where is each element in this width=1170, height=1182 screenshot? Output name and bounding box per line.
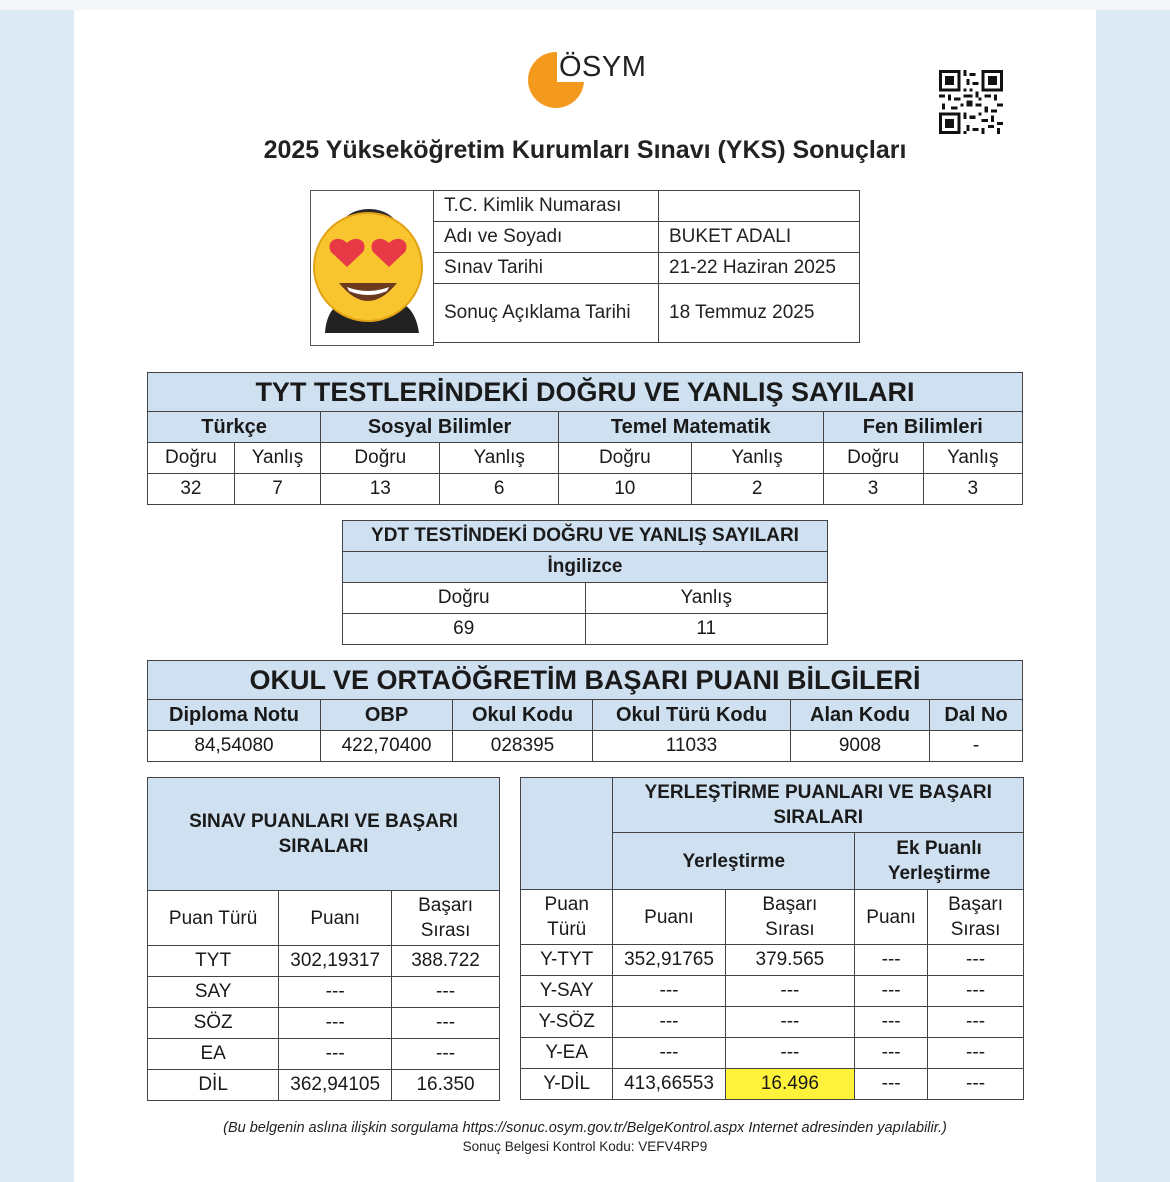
school-code-header: Okul Kodu — [453, 700, 593, 731]
id-number-value — [659, 191, 860, 222]
subject-matematik: Temel Matematik — [558, 412, 823, 443]
table-row — [148, 1039, 500, 1070]
ydt-table — [342, 520, 828, 645]
placement-scores-table — [520, 777, 1024, 1100]
control-code: Sonuç Belgesi Kontrol Kodu: VEFV4RP9 — [462, 1139, 708, 1154]
table-row — [521, 1038, 1024, 1069]
identity-row — [434, 284, 860, 343]
score-value: 413,66553 — [613, 1069, 725, 1100]
identity-row — [434, 222, 860, 253]
ek-rank-value: --- — [928, 1038, 1024, 1069]
score-value: --- — [279, 1039, 392, 1070]
ek-score-value: --- — [855, 1069, 928, 1100]
score-type: Y-TYT — [521, 945, 613, 976]
ydt-subject: İngilizce — [343, 552, 828, 583]
score-value: 362,94105 — [279, 1070, 392, 1101]
ydt-title: YDT TESTİNDEKİ DOĞRU VE YANLIŞ SAYILARI — [343, 521, 828, 552]
exam-scores-table — [147, 777, 500, 1101]
rank-value: 16.350 — [392, 1070, 500, 1101]
name-value: BUKET ADALI — [659, 222, 860, 253]
identity-row — [434, 191, 860, 222]
placement-group: Yerleştirme — [613, 833, 855, 890]
wrong-label: Yanlış — [691, 443, 823, 474]
result-date-value: 18 Temmuz 2025 — [659, 284, 860, 343]
matematik-correct: 10 — [558, 474, 691, 505]
school-type-header: Okul Türü Kodu — [593, 700, 791, 731]
ydt-wrong-value: 11 — [585, 614, 828, 645]
score-value: 302,19317 — [279, 946, 392, 977]
extra-placement-group: Ek Puanlı Yerleştirme — [855, 833, 1024, 890]
turkce-wrong: 7 — [234, 474, 320, 505]
identity-row — [434, 253, 860, 284]
branch-no-header: Dal No — [930, 700, 1023, 731]
rank-value: 388.722 — [392, 946, 500, 977]
score-value: --- — [613, 1007, 725, 1038]
col-score: Puanı — [613, 890, 725, 945]
matematik-wrong: 2 — [691, 474, 823, 505]
ydt-wrong-label: Yanlış — [585, 583, 828, 614]
rank-value: --- — [725, 1038, 855, 1069]
wrong-label: Yanlış — [440, 443, 559, 474]
verification-note: (Bu belgenin aslına ilişkin sorgulama https://sonuc.osym.gov.tr/BelgeKontrol.aspx Internet adresinden yapılabilir.) — [223, 1120, 947, 1136]
rank-value: --- — [392, 977, 500, 1008]
ek-rank-value: --- — [928, 945, 1024, 976]
table-row — [521, 1007, 1024, 1038]
score-type: Y-SÖZ — [521, 1007, 613, 1038]
tyt-table — [147, 372, 1023, 505]
subject-sosyal: Sosyal Bilimler — [321, 412, 559, 443]
table-row — [521, 1069, 1024, 1100]
score-value: --- — [279, 977, 392, 1008]
table-row — [148, 1008, 500, 1039]
name-label: Adı ve Soyadı — [434, 222, 659, 253]
highlighted-rank-value: 16.496 — [725, 1069, 855, 1100]
ek-score-value: --- — [855, 1038, 928, 1069]
ek-score-value: --- — [855, 1007, 928, 1038]
school-code-value: 028395 — [453, 731, 593, 762]
table-row — [148, 977, 500, 1008]
score-type: DİL — [148, 1070, 279, 1101]
rank-value: 379.565 — [725, 945, 855, 976]
score-type: TYT — [148, 946, 279, 977]
wrong-label: Yanlış — [923, 443, 1022, 474]
tyt-title: TYT TESTLERİNDEKİ DOĞRU VE YANLIŞ SAYILARI — [148, 373, 1023, 412]
ek-score-value: --- — [855, 945, 928, 976]
col-rank: Başarı Sırası — [725, 890, 855, 945]
ydt-correct-value: 69 — [343, 614, 586, 645]
ydt-correct-label: Doğru — [343, 583, 586, 614]
obp-title: OKUL VE ORTAÖĞRETİM BAŞARI PUANI BİLGİLERİ — [148, 661, 1023, 700]
ek-rank-value: --- — [928, 976, 1024, 1007]
subject-turkce: Türkçe — [148, 412, 321, 443]
ek-rank-value: --- — [928, 1069, 1024, 1100]
wrong-label: Yanlış — [234, 443, 320, 474]
obp-table — [147, 660, 1023, 762]
id-number-label: T.C. Kimlik Numarası — [434, 191, 659, 222]
score-value: --- — [279, 1008, 392, 1039]
col-ek-rank: Başarı Sırası — [928, 890, 1024, 945]
col-ek-score: Puanı — [855, 890, 928, 945]
subject-fen: Fen Bilimleri — [823, 412, 1022, 443]
diploma-header: Diploma Notu — [148, 700, 321, 731]
branch-no-value: - — [930, 731, 1023, 762]
table-row — [148, 946, 500, 977]
identity-table — [433, 190, 860, 343]
rank-value: --- — [392, 1039, 500, 1070]
sosyal-correct: 13 — [321, 474, 440, 505]
osym-logo — [528, 50, 647, 110]
school-type-value: 11033 — [593, 731, 791, 762]
placement-title: YERLEŞTİRME PUANLARI VE BAŞARI SIRALARI — [613, 778, 1024, 833]
col-type: Puan Türü — [521, 890, 613, 945]
field-code-value: 9008 — [791, 731, 930, 762]
score-type: Y-SAY — [521, 976, 613, 1007]
placement-corner — [521, 778, 613, 890]
ek-rank-value: --- — [928, 1007, 1024, 1038]
obp-header: OBP — [321, 700, 453, 731]
table-row — [521, 945, 1024, 976]
score-type: SAY — [148, 977, 279, 1008]
correct-label: Doğru — [321, 443, 440, 474]
field-code-header: Alan Kodu — [791, 700, 930, 731]
score-value: --- — [613, 1038, 725, 1069]
emoji-face-icon — [311, 191, 432, 344]
correct-label: Doğru — [823, 443, 923, 474]
rank-value: --- — [725, 1007, 855, 1038]
page-title: 2025 Yükseköğretim Kurumları Sınavı (YKS) Sonuçları — [263, 136, 907, 164]
qr-code — [938, 70, 1004, 134]
logo-text: ÖSYM — [559, 51, 647, 83]
score-type: Y-EA — [521, 1038, 613, 1069]
sosyal-wrong: 6 — [440, 474, 559, 505]
score-value: 352,91765 — [613, 945, 725, 976]
top-strip — [0, 0, 1170, 10]
ek-score-value: --- — [855, 976, 928, 1007]
col-rank: Başarı Sırası — [392, 891, 500, 946]
diploma-value: 84,54080 — [148, 731, 321, 762]
result-date-label: Sonuç Açıklama Tarihi — [434, 284, 659, 343]
obp-value: 422,70400 — [321, 731, 453, 762]
score-type: Y-DİL — [521, 1069, 613, 1100]
exam-date-value: 21-22 Haziran 2025 — [659, 253, 860, 284]
turkce-correct: 32 — [148, 474, 235, 505]
table-row — [521, 976, 1024, 1007]
exam-date-label: Sınav Tarihi — [434, 253, 659, 284]
col-type: Puan Türü — [148, 891, 279, 946]
score-type: SÖZ — [148, 1008, 279, 1039]
score-type: EA — [148, 1039, 279, 1070]
col-score: Puanı — [279, 891, 392, 946]
correct-label: Doğru — [558, 443, 691, 474]
exam-scores-title: SINAV PUANLARI VE BAŞARI SIRALARI — [148, 778, 500, 891]
table-row — [148, 1070, 500, 1101]
score-value: --- — [613, 976, 725, 1007]
rank-value: --- — [725, 976, 855, 1007]
rank-value: --- — [392, 1008, 500, 1039]
correct-label: Doğru — [148, 443, 235, 474]
fen-correct: 3 — [823, 474, 923, 505]
candidate-photo — [310, 190, 434, 346]
fen-wrong: 3 — [923, 474, 1022, 505]
